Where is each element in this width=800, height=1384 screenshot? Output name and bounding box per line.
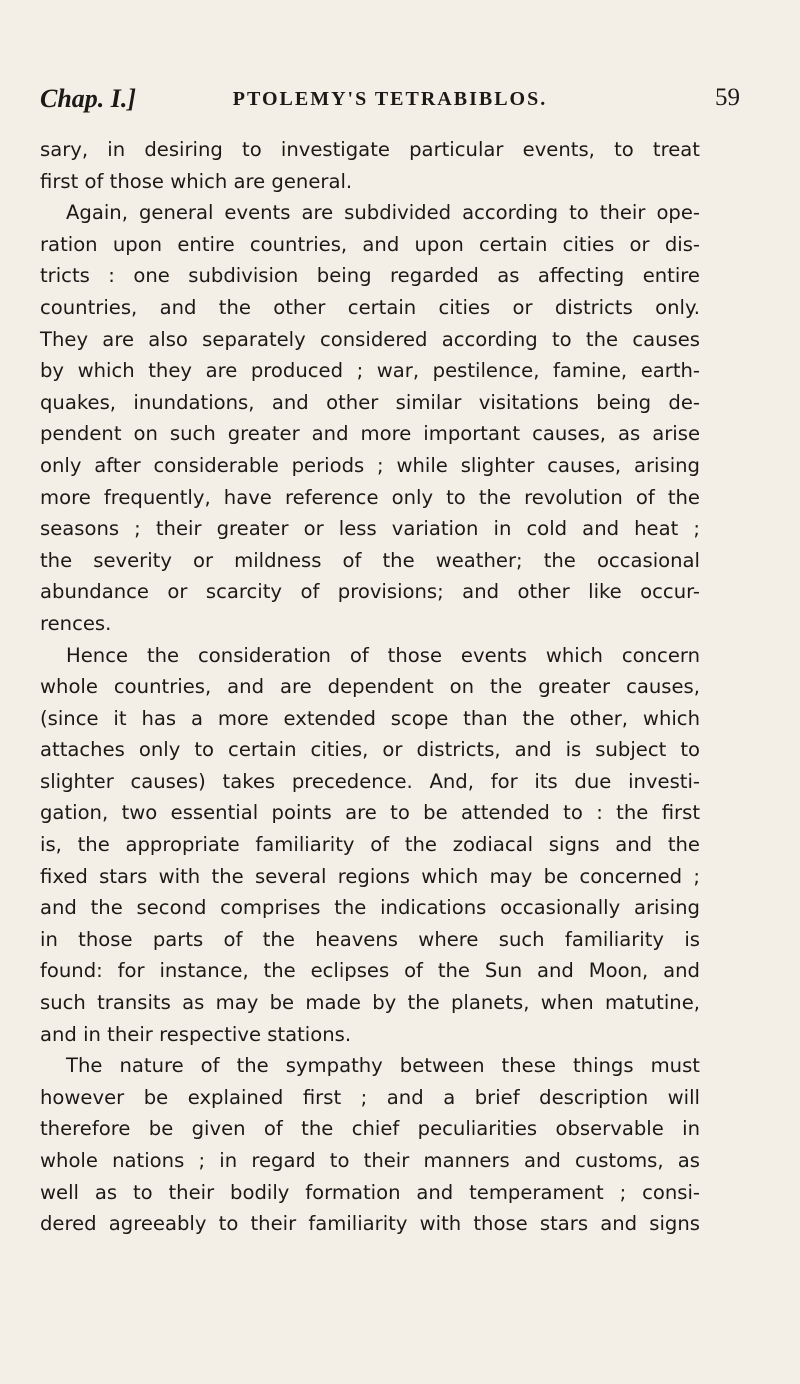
text-line: tricts : one subdivision being regarded as affecting entire (40, 264, 700, 288)
body-text (40, 134, 700, 1240)
text-line: whole countries, and are dependent on the greater causes, (40, 675, 700, 699)
text-line: by which they are produced ; war, pestilence, famine, earth- (40, 359, 700, 383)
text-line: first of those which are general. (40, 169, 353, 193)
text-line: whole nations ; in regard to their manners and customs, as (40, 1149, 700, 1172)
text-line: Again, general events are subdivided according to their ope- (66, 201, 700, 225)
text-line: ration upon entire countries, and upon certain cities or dis- (40, 232, 700, 256)
text-line: therefore be given of the chief peculiarities observable in (40, 1117, 700, 1141)
text-line: rences. (40, 611, 112, 635)
text-line: is, the appropriate familiarity of the zodiacal signs and the (40, 833, 700, 857)
text-line: found: for instance, the eclipses of the Sun and Moon, and (40, 959, 700, 983)
text-line: fixed stars with the several regions which may be concerned ; (40, 864, 700, 888)
text-line: and the second comprises the indications occasionally arising (40, 896, 700, 920)
text-line: however be explained first ; and a brief description will (40, 1085, 700, 1109)
page-number: 59 (715, 84, 740, 111)
text-line: seasons ; their greater or less variation in cold and heat ; (40, 517, 700, 541)
text-line: in those parts of the heavens where such familiarity is (40, 927, 700, 951)
text-line: well as to their bodily formation and temperament ; consi- (40, 1180, 700, 1204)
text-line: pendent on such greater and more important causes, as arise (40, 422, 700, 446)
text-line: and in their respective stations. (40, 1022, 352, 1046)
text-line: (since it has a more extended scope than the other, which (40, 706, 700, 730)
page-header (40, 84, 740, 124)
text-line: such transits as may be made by the planets, when matutine, (40, 991, 700, 1015)
text-line: gation, two essential points are to be attended to : the first (40, 801, 700, 825)
text-line: They are also separately considered according to the causes (40, 327, 700, 351)
text-line: more frequently, have reference only to the revolution of the (40, 485, 700, 509)
text-line: the severity or mildness of the weather; the occasional (40, 548, 700, 572)
chapter-marker: Chap. I.] (40, 84, 137, 113)
text-line: Hence the consideration of those events which concern (66, 643, 700, 667)
text-line: only after considerable periods ; while slighter causes, arising (40, 453, 700, 477)
text-line: abundance or scarcity of provisions; and other like occur- (40, 580, 700, 604)
text-line: The nature of the sympathy between these things must (66, 1054, 700, 1078)
text-line: countries, and the other certain cities or districts only. (40, 295, 700, 319)
running-title: PTOLEMY'S TETRABIBLOS. (232, 88, 548, 110)
text-line: dered agreeably to their familiarity with those stars and signs (40, 1212, 700, 1236)
text-line: quakes, inundations, and other similar visitations being de- (40, 390, 700, 414)
text-line: slighter causes) takes precedence. And, for its due investi- (40, 769, 700, 793)
text-line: sary, in desiring to investigate particular events, to treat (40, 138, 700, 161)
text-line: attaches only to certain cities, or districts, and is subject to (40, 738, 700, 762)
